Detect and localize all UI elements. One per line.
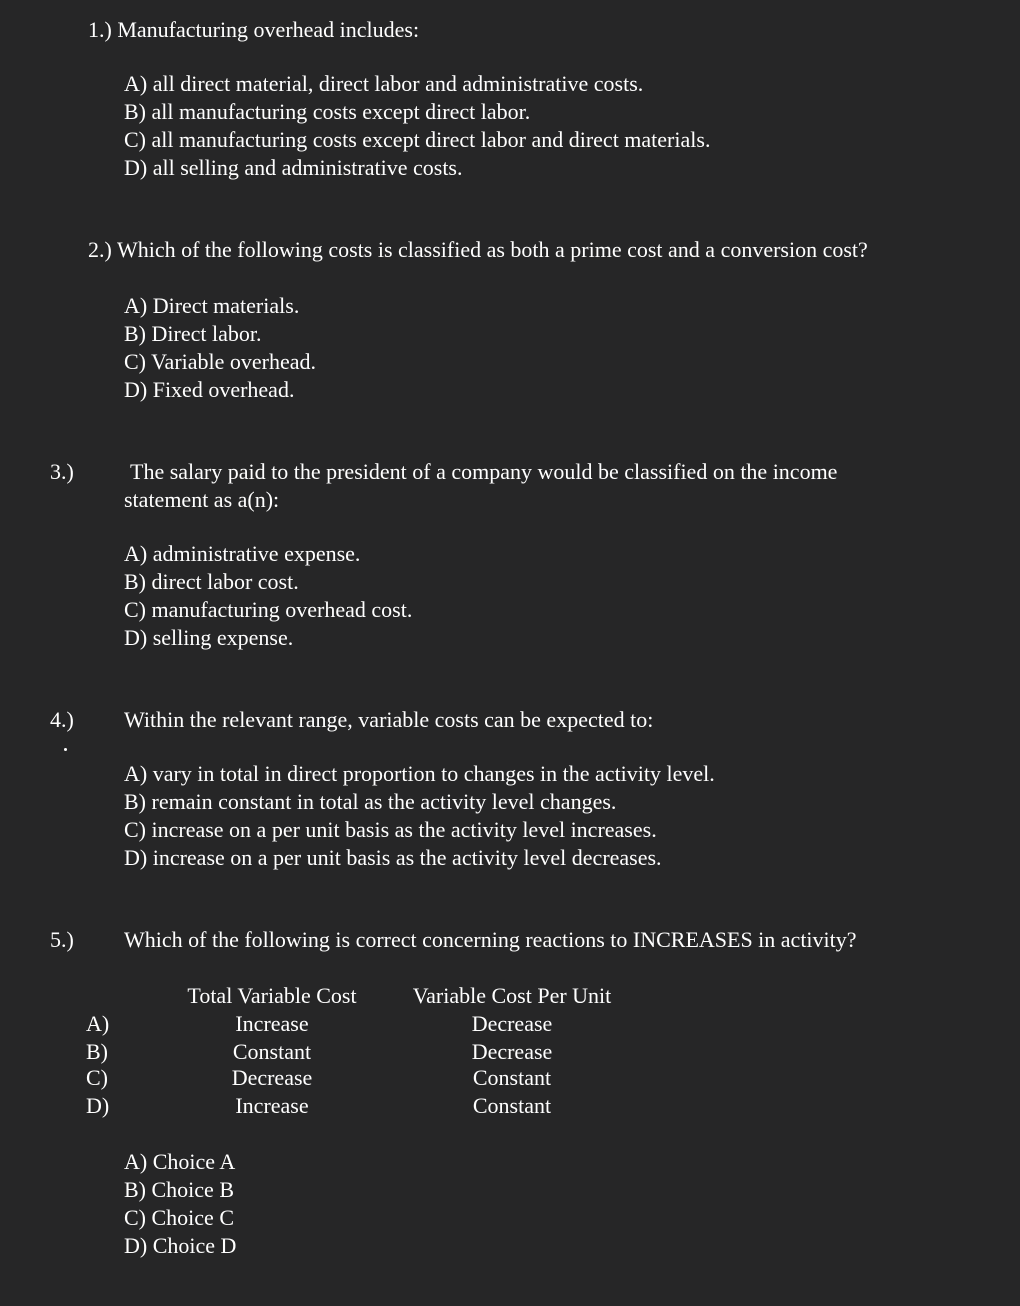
table-row	[0, 1038, 1020, 1066]
table-row	[0, 1010, 1020, 1038]
question-text: Which of the following costs is classified as both a prime cost and a conversion cost?	[116, 237, 868, 262]
option-c[interactable]: C) increase on a per unit basis as the activity level increases.	[124, 817, 657, 842]
option-d[interactable]: D) Choice D	[124, 1233, 237, 1258]
variable-cost-per-unit: Constant	[472, 1093, 552, 1118]
header-variable-cost-per-unit: Variable Cost Per Unit	[412, 983, 612, 1008]
option-c[interactable]: C) manufacturing overhead cost.	[124, 597, 413, 622]
question-4-options	[124, 760, 715, 872]
option-d[interactable]: D) all selling and administrative costs.	[124, 155, 463, 180]
total-variable-cost: Constant	[232, 1039, 312, 1064]
bullet-dot	[64, 748, 67, 751]
question-number: 2.)	[88, 237, 112, 262]
variable-cost-per-unit: Decrease	[471, 1039, 553, 1064]
question-3-options	[124, 540, 412, 652]
question-text: Manufacturing overhead includes:	[117, 17, 420, 42]
question-text-line-2: statement as a(n):	[124, 487, 280, 512]
question-number-3: 3.)	[50, 459, 74, 484]
option-a[interactable]: A) administrative expense.	[124, 541, 361, 566]
question-number: 1.)	[88, 17, 112, 42]
option-b[interactable]: B) all manufacturing costs except direct labor.	[124, 99, 531, 124]
row-label: A)	[86, 1011, 110, 1036]
option-a[interactable]: A) Direct materials.	[124, 293, 300, 318]
option-b[interactable]: B) Choice B	[124, 1177, 234, 1202]
option-b[interactable]: B) remain constant in total as the activity level changes.	[124, 789, 617, 814]
option-d[interactable]: D) increase on a per unit basis as the activity level decreases.	[124, 845, 662, 870]
option-d[interactable]: D) selling expense.	[124, 625, 294, 650]
table-row	[0, 1064, 1020, 1092]
option-b[interactable]: B) direct labor cost.	[124, 569, 299, 594]
question-text-5: Which of the following is correct concerning reactions to INCREASES in activity?	[124, 927, 857, 952]
question-text-4: Within the relevant range, variable costs can be expected to:	[124, 707, 654, 732]
option-c[interactable]: C) all manufacturing costs except direct labor and direct materials.	[124, 127, 711, 152]
row-label: C)	[86, 1065, 108, 1090]
question-5-options	[124, 1148, 236, 1260]
question-number-5: 5.)	[50, 927, 74, 952]
option-d[interactable]: D) Fixed overhead.	[124, 377, 295, 402]
variable-cost-per-unit: Constant	[472, 1065, 552, 1090]
option-a[interactable]: A) vary in total in direct proportion to changes in the activity level.	[124, 761, 715, 786]
option-a[interactable]: A) all direct material, direct labor and administrative costs.	[124, 71, 644, 96]
option-c[interactable]: C) Choice C	[124, 1205, 234, 1230]
question-3	[124, 458, 837, 514]
total-variable-cost: Increase	[235, 1011, 309, 1036]
question-text-line-1: The salary paid to the president of a company would be classified on the income	[130, 459, 838, 484]
row-label: B)	[86, 1039, 108, 1064]
table-row	[0, 1092, 1020, 1120]
question-1	[88, 16, 419, 44]
table-header	[0, 982, 1020, 1010]
header-total-variable-cost: Total Variable Cost	[187, 983, 357, 1008]
total-variable-cost: Increase	[235, 1093, 309, 1118]
question-2	[88, 236, 868, 264]
question-number-4: 4.)	[50, 707, 74, 732]
question-2-options	[124, 292, 316, 404]
variable-cost-per-unit: Decrease	[471, 1011, 553, 1036]
total-variable-cost: Decrease	[231, 1065, 313, 1090]
option-b[interactable]: B) Direct labor.	[124, 321, 262, 346]
question-1-options	[124, 70, 710, 182]
option-c[interactable]: C) Variable overhead.	[124, 349, 317, 374]
row-label: D)	[86, 1093, 110, 1118]
option-a[interactable]: A) Choice A	[124, 1149, 236, 1174]
